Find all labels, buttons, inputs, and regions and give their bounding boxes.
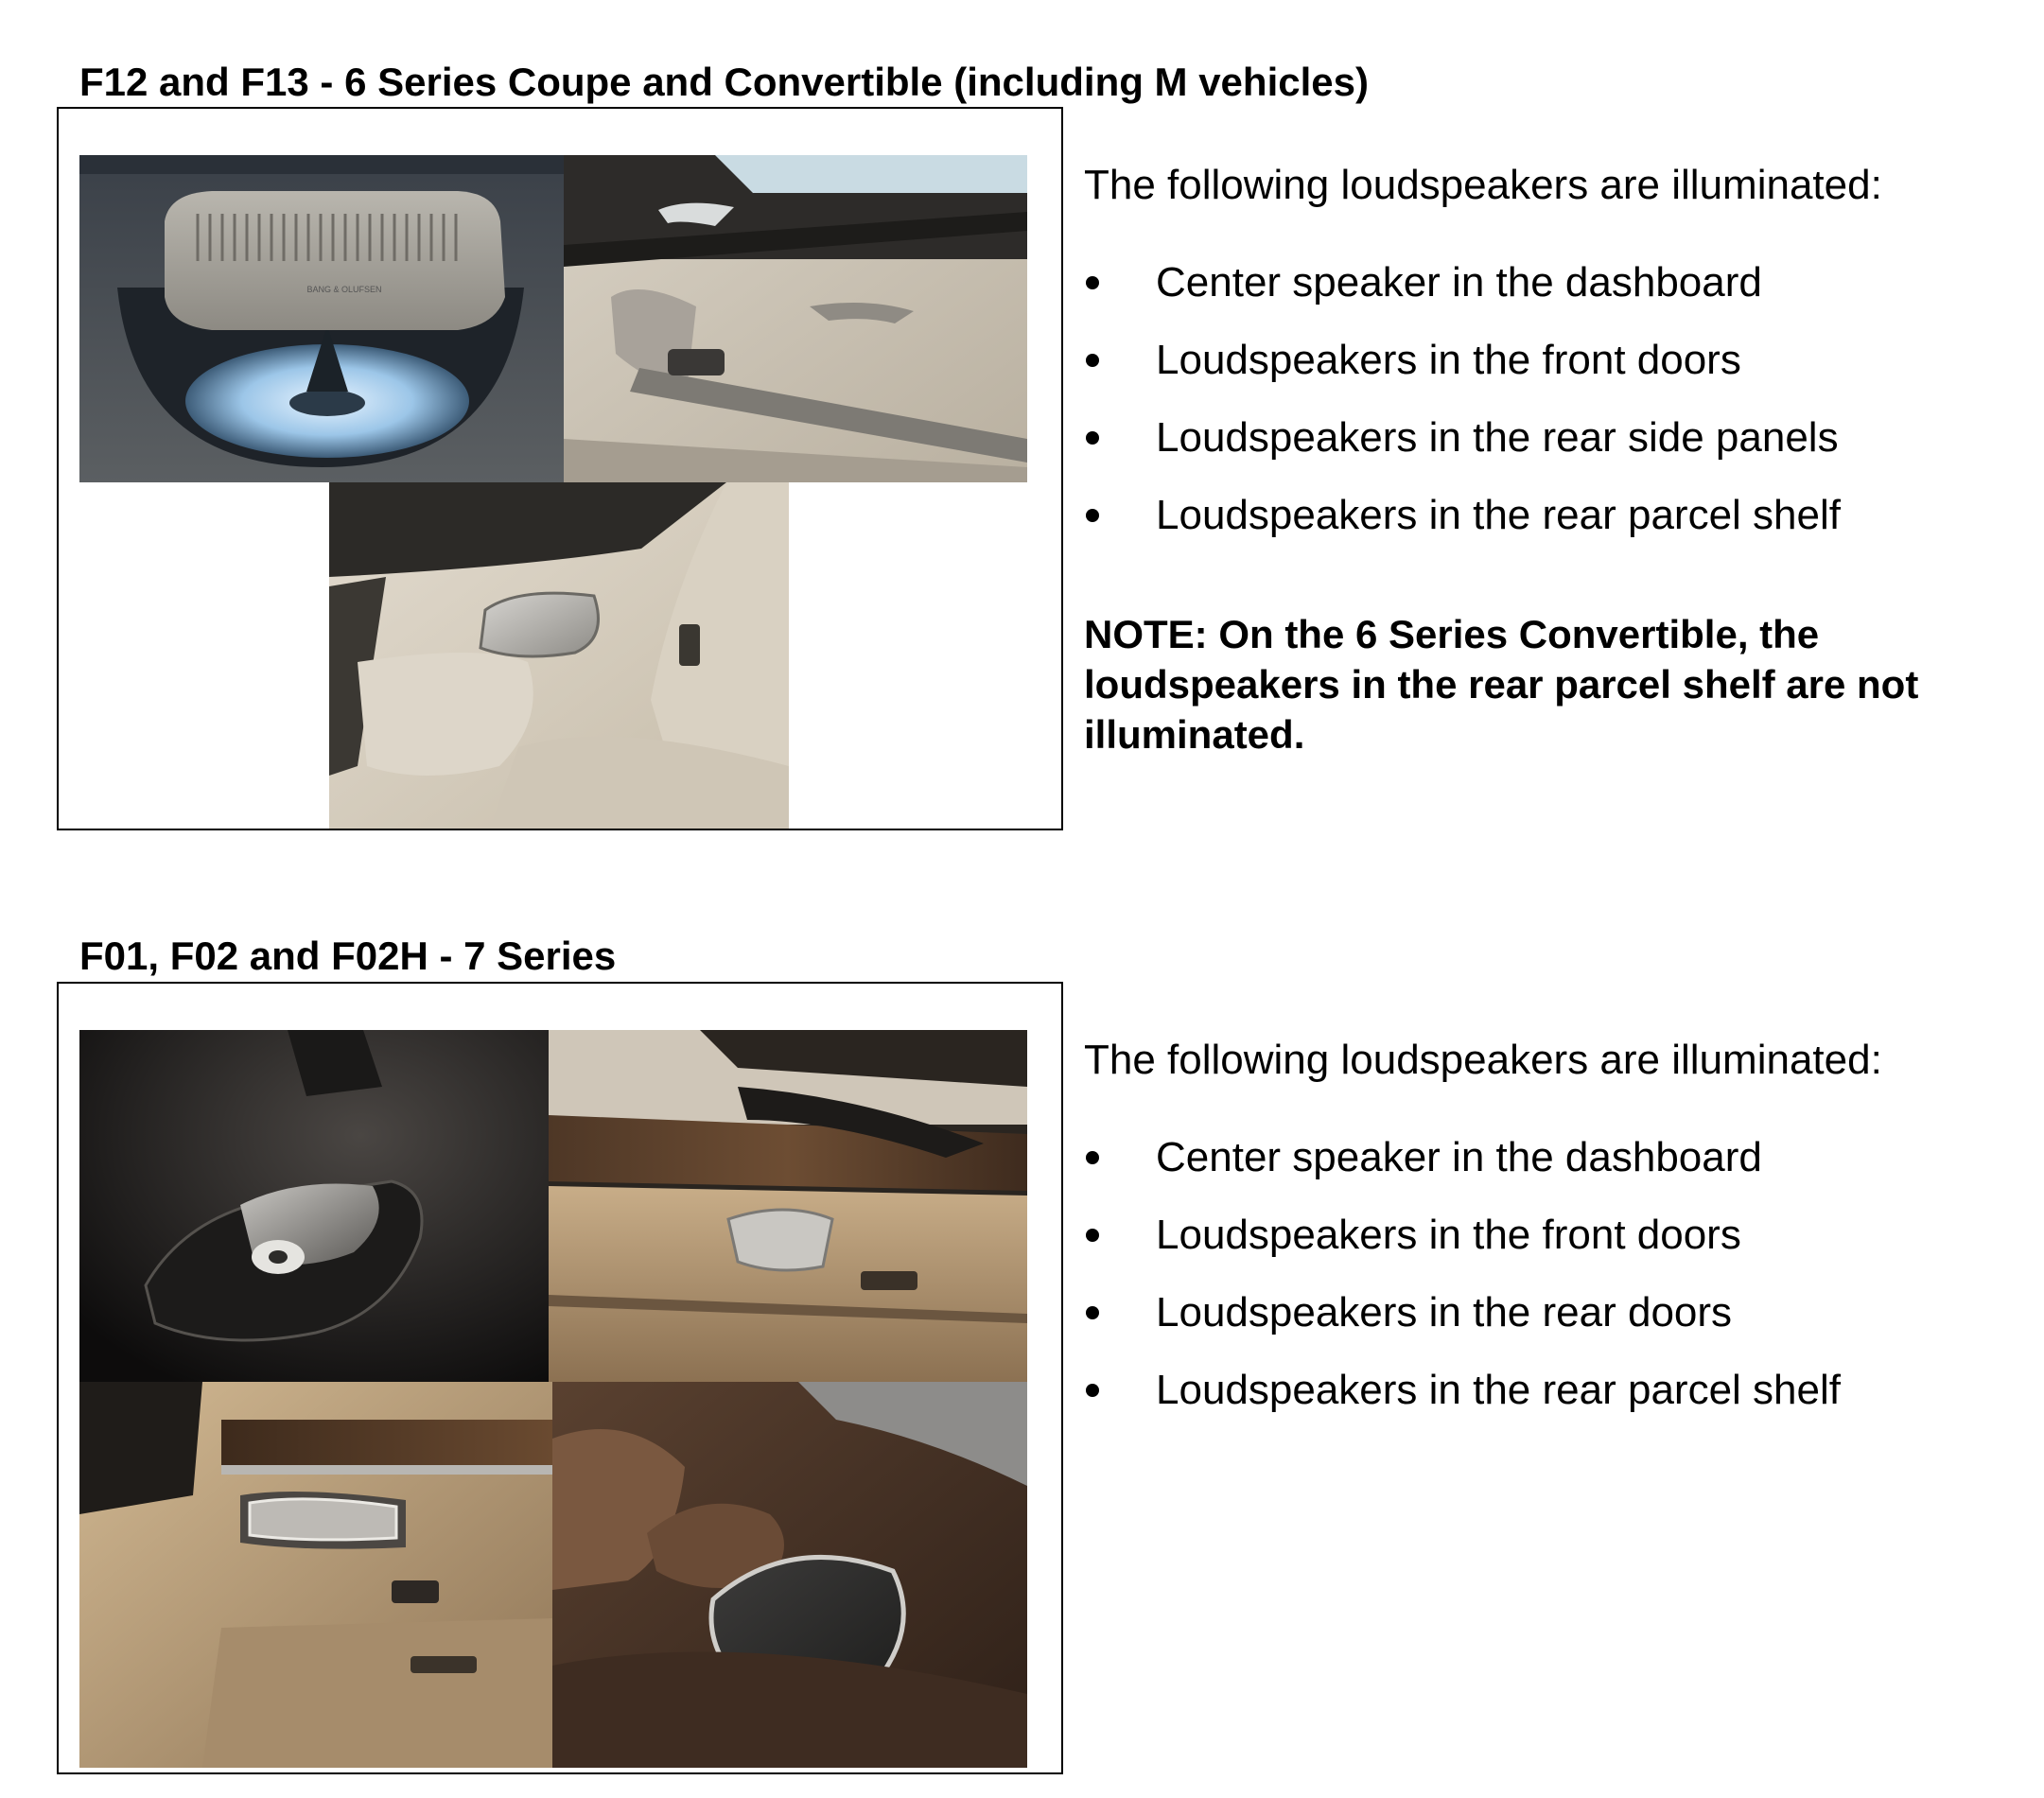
bullet-icon <box>1086 1151 1099 1164</box>
front-door-speaker-photo <box>564 155 1027 482</box>
speaker-info-6-series <box>1084 159 2020 759</box>
bullet-icon <box>1086 1384 1099 1397</box>
rear-side-panel-speaker-photo <box>329 482 789 829</box>
list-item <box>1084 244 2020 322</box>
list-item-text: Loudspeakers in the rear parcel shelf <box>1156 492 1841 538</box>
bullet-icon <box>1086 431 1099 445</box>
bullet-icon <box>1086 1229 1099 1242</box>
photo-collage-6-series <box>57 107 1063 830</box>
bullet-icon <box>1086 509 1099 522</box>
section-title-7-series: F01, F02 and F02H - 7 Series <box>79 934 617 978</box>
bullet-icon <box>1086 1306 1099 1319</box>
list-item <box>1084 1274 2020 1352</box>
speaker-info-7-series <box>1084 1034 2020 1429</box>
list-item <box>1084 1196 2020 1274</box>
list-item-text: Center speaker in the dashboard <box>1156 259 1762 305</box>
list-item-text: Loudspeakers in the rear parcel shelf <box>1156 1367 1841 1413</box>
list-item <box>1084 477 2020 554</box>
list-item-text: Loudspeakers in the front doors <box>1156 337 1741 383</box>
speaker-list <box>1084 1119 2020 1429</box>
bullet-icon <box>1086 276 1099 289</box>
front-door-speaker-photo <box>549 1030 1027 1382</box>
list-item-text: Loudspeakers in the rear side panels <box>1156 414 1839 461</box>
note-text: NOTE: On the 6 Series Convertible, the loudspeakers in the rear parcel shelf are not illuminated. <box>1084 612 1919 757</box>
list-item <box>1084 322 2020 399</box>
center-speaker-dashboard-photo <box>79 1030 549 1382</box>
section-title-6-series: F12 and F13 - 6 Series Coupe and Convertible (including M vehicles) <box>79 60 1369 104</box>
list-item <box>1084 399 2020 477</box>
rear-door-speaker-photo <box>79 1382 552 1768</box>
list-item-text: Center speaker in the dashboard <box>1156 1134 1762 1180</box>
rear-parcel-shelf-speaker-photo <box>552 1382 1027 1768</box>
intro-text: The following loudspeakers are illuminated: <box>1084 162 1882 208</box>
brand-logo-text: BANG & OLUFSEN <box>306 285 382 294</box>
intro-text: The following loudspeakers are illuminated: <box>1084 1037 1882 1083</box>
list-item <box>1084 1119 2020 1196</box>
bullet-icon <box>1086 354 1099 367</box>
center-speaker-dashboard-photo <box>79 155 564 482</box>
list-item-text: Loudspeakers in the rear doors <box>1156 1289 1733 1335</box>
speaker-list <box>1084 244 2020 554</box>
list-item <box>1084 1352 2020 1429</box>
list-item-text: Loudspeakers in the front doors <box>1156 1212 1741 1258</box>
photo-collage-7-series <box>57 982 1063 1774</box>
